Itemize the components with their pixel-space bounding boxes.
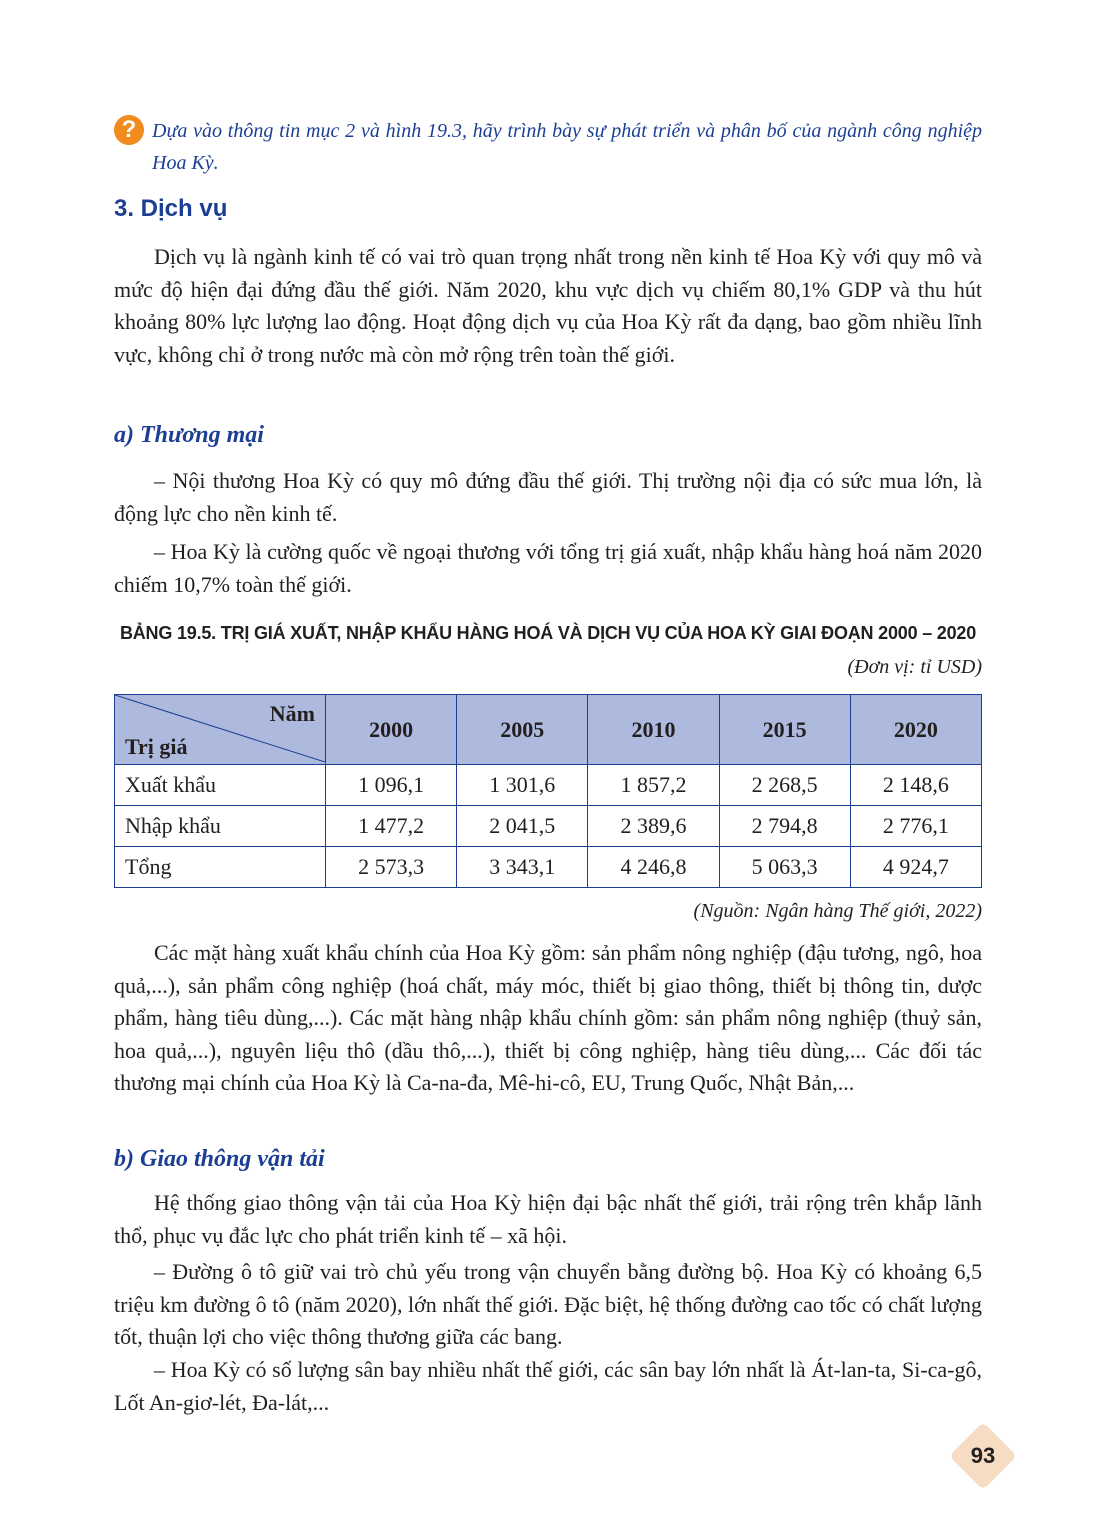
row-label: Nhập khẩu	[115, 806, 326, 847]
table-cell: 2 148,6	[850, 765, 981, 806]
table-cell: 2 041,5	[457, 806, 588, 847]
subsection-a-title: a) Thương mại	[114, 422, 264, 448]
table-cell: 2 776,1	[850, 806, 981, 847]
row-label: Tổng	[115, 847, 326, 888]
page-number: 93	[970, 1443, 996, 1468]
year-header: 2010	[588, 695, 719, 765]
table-cell: 1 096,1	[326, 765, 457, 806]
table-cell: 3 343,1	[457, 847, 588, 888]
table-header-row	[115, 695, 982, 765]
transport-paragraph-2: – Đường ô tô giữ vai trò chủ yếu trong vận chuyển bằng đường bộ. Hoa Kỳ có khoảng 6,5 triệu km đường ô tô (năm 2020), lớn nhất thế giới. Đặc biệt, hệ thống đường cao tốc có chất lượng tốt, thuận lợi cho việc thông thương giữa các bang.	[114, 1259, 982, 1349]
intro-paragraph: Dịch vụ là ngành kinh tế có vai trò quan trọng nhất trong nền kinh tế Hoa Kỳ với quy mô và mức độ hiện đại đứng đầu thế giới. Năm 2020, khu vực dịch vụ chiếm 80,1% GDP và thu hút khoảng 80% lực lượng lao động. Hoạt động dịch vụ của Hoa Kỳ rất đa dạng, bao gồm nhiều lĩnh vực, không chỉ ở trong nước mà còn mở rộng trên toàn thế giới.	[114, 244, 982, 367]
table-cell: 1 477,2	[326, 806, 457, 847]
transport-paragraph-3: – Hoa Kỳ có số lượng sân bay nhiều nhất thế giới, các sân bay lớn nhất là Át-lan-ta, Si-ca-gô, Lốt An-giơ-lét, Đa-lát,...	[114, 1357, 982, 1415]
table-cell: 2 389,6	[588, 806, 719, 847]
table-cell: 4 246,8	[588, 847, 719, 888]
table-row	[115, 806, 982, 847]
table-cell: 2 794,8	[719, 806, 850, 847]
table-unit: (Đơn vị: tỉ USD)	[847, 656, 982, 678]
table-cell: 1 857,2	[588, 765, 719, 806]
table-cell: 1 301,6	[457, 765, 588, 806]
table-corner-cell	[115, 695, 326, 765]
corner-value-label: Trị giá	[125, 734, 188, 759]
trade-paragraph-2: – Hoa Kỳ là cường quốc về ngoại thương với tổng trị giá xuất, nhập khẩu hàng hoá năm 2020 chiếm 10,7% toàn thế giới.	[114, 539, 982, 597]
data-table	[114, 694, 982, 888]
table-cell: 5 063,3	[719, 847, 850, 888]
table-title: BẢNG 19.5. TRỊ GIÁ XUẤT, NHẬP KHẨU HÀNG HOÁ VÀ DỊCH VỤ CỦA HOA KỲ GIAI ĐOẠN 2000 – 2020	[119, 623, 977, 643]
trade-paragraph-1: – Nội thương Hoa Kỳ có quy mô đứng đầu thế giới. Thị trường nội địa có sức mua lớn, là động lực cho nền kinh tế.	[114, 468, 982, 526]
question-icon: ?	[114, 115, 144, 145]
question-box	[114, 115, 982, 179]
question-text: Dựa vào thông tin mục 2 và hình 19.3, hãy trình bày sự phát triển và phân bố của ngành công nghiệp Hoa Kỳ.	[152, 120, 982, 174]
table-source: (Nguồn: Ngân hàng Thế giới, 2022)	[693, 900, 982, 922]
transport-paragraph-1: Hệ thống giao thông vận tải của Hoa Kỳ hiện đại bậc nhất thế giới, trải rộng trên khắp lãnh thổ, phục vụ đắc lực cho phát triển kinh tế – xã hội.	[114, 1190, 982, 1248]
section-title: 3. Dịch vụ	[114, 195, 228, 222]
table-row	[115, 847, 982, 888]
table-cell: 4 924,7	[850, 847, 981, 888]
year-header: 2005	[457, 695, 588, 765]
table-cell: 2 268,5	[719, 765, 850, 806]
subsection-b-title: b) Giao thông vận tải	[114, 1146, 325, 1172]
year-header: 2015	[719, 695, 850, 765]
row-label: Xuất khẩu	[115, 765, 326, 806]
year-header: 2000	[326, 695, 457, 765]
table-cell: 2 573,3	[326, 847, 457, 888]
trade-partners-paragraph: Các mặt hàng xuất khẩu chính của Hoa Kỳ gồm: sản phẩm nông nghiệp (đậu tương, ngô, hoa quả,...), sản phẩm công nghiệp (hoá chất, máy móc, thiết bị giao thông, thiết bị thông tin, dược phẩm, hàng tiêu dùng,...). Các mặt hàng nhập khẩu chính gồm: sản phẩm nông nghiệp (thuỷ sản, hoa quả,...), nguyên liệu thô (dầu thô,...), thiết bị công nghiệp, hàng tiêu dùng,... Các đối tác thương mại chính của Hoa Kỳ là Ca-na-đa, Mê-hi-cô, EU, Trung Quốc, Nhật Bản,...	[114, 940, 982, 1095]
year-header: 2020	[850, 695, 981, 765]
corner-year-label: Năm	[269, 701, 315, 726]
table-row	[115, 765, 982, 806]
